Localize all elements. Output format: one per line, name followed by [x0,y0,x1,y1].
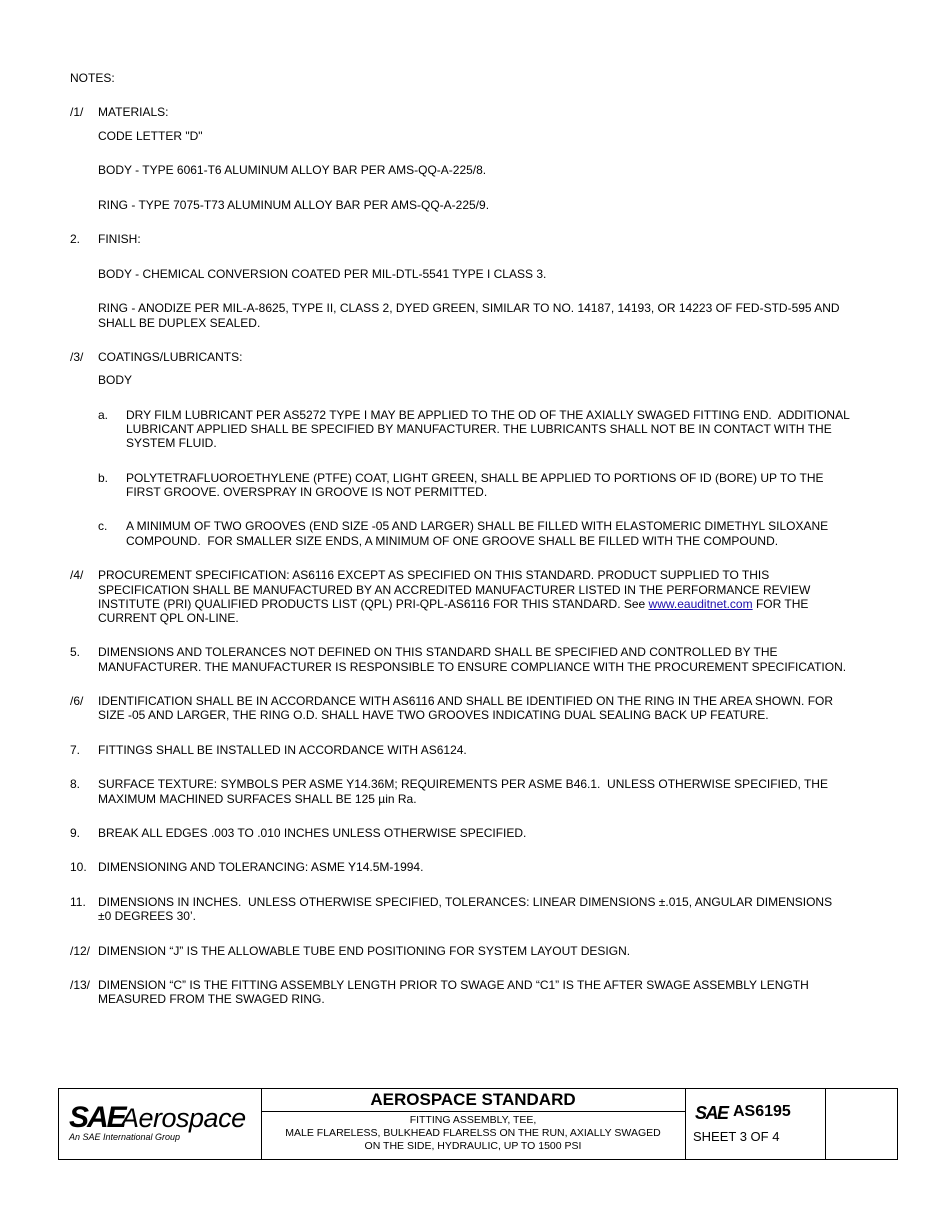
title-block [58,1088,898,1160]
title-cell [261,1089,686,1159]
note-text: SPECIFICATION SHALL BE MANUFACTURED BY AN ACCREDITED MANUFACTURER LISTED IN THE PERFORMANCE REVIEW [98,583,811,597]
sub-note-text: COMPOUND. FOR SMALLER SIZE ENDS, A MINIMUM OF ONE GROOVE SHALL BE FILLED WITH THE COMPOUND. [126,534,779,548]
note-text: BODY - TYPE 6061-T6 ALUMINUM ALLOY BAR PER AMS-QQ-A-225/8. [98,163,487,177]
sub-note-text: LUBRICANT APPLIED SHALL BE SPECIFIED BY MANUFACTURER. THE LUBRICANTS SHALL NOT BE IN CONTACT WITH THE [126,422,832,436]
note-text: INSTITUTE (PRI) QUALIFIED PRODUCTS LIST (QPL) PRI-QPL-AS6116 FOR THIS STANDARD. See [98,597,649,611]
document-number: AS6195 [733,1103,791,1120]
note-marker: 9. [70,826,81,840]
note-text: FINISH: [98,232,141,246]
sub-note-marker: a. [98,408,109,422]
logo-aerospace-text: Aerospace [121,1103,246,1133]
note-marker: 2. [70,232,81,246]
note-marker: /1/ [70,105,84,119]
logo-sae-text: SAE [69,1101,125,1134]
sub-note-text: SYSTEM FLUID. [126,436,217,450]
revision-cell [825,1089,896,1159]
document-number-cell [685,1089,826,1159]
sub-note-text: DRY FILM LUBRICANT PER AS5272 TYPE I MAY BE APPLIED TO THE OD OF THE AXIALLY SWAGED FITTING END. ADDITIONAL [126,408,850,422]
note-marker: 11. [70,895,86,909]
note-text: MAXIMUM MACHINED SURFACES SHALL BE 125 µin Ra. [98,792,417,806]
sub-note-text: POLYTETRAFLUOROETHYLENE (PTFE) COAT, LIGHT GREEN, SHALL BE APPLIED TO PORTIONS OF ID (BORE) UP TO THE [126,471,824,485]
note-text: DIMENSIONING AND TOLERANCING: ASME Y14.5M-1994. [98,860,424,874]
description-line: FITTING ASSEMBLY, TEE, [409,1114,537,1126]
note-text: FITTINGS SHALL BE INSTALLED IN ACCORDANCE WITH AS6124. [98,743,467,757]
sub-note-marker: b. [98,471,109,485]
note-text: RING - ANODIZE PER MIL-A-8625, TYPE II, CLASS 2, DYED GREEN, SIMILAR TO NO. 14187, 14193, OR 14223 OF FED-STD-595 AND [98,301,840,315]
note-text: RING - TYPE 7075-T73 ALUMINUM ALLOY BAR PER AMS-QQ-A-225/9. [98,198,490,212]
note-text: MATERIALS: [98,105,169,119]
note-text: ±0 DEGREES 30’. [98,909,196,923]
note-marker: 7. [70,743,81,757]
note-text-with-link [98,597,888,612]
note-text: SHALL BE DUPLEX SEALED. [98,316,261,330]
note-marker: /13/ [70,978,91,992]
note-text: BODY [98,373,133,387]
sae-aerospace-logo [59,1089,262,1159]
note-text: PROCUREMENT SPECIFICATION: AS6116 EXCEPT AS SPECIFIED ON THIS STANDARD. PRODUCT SUPPLIED TO THIS [98,568,770,582]
sub-note-text: A MINIMUM OF TWO GROOVES (END SIZE -05 AND LARGER) SHALL BE FILLED WITH ELASTOMERIC DIMETHYL SILOXANE [126,519,829,533]
sheet-number: SHEET 3 OF 4 [693,1129,780,1144]
description-line: MALE FLARELESS, BULKHEAD FLARELSS ON THE RUN, AXIALLY SWAGED [285,1127,661,1139]
sub-note-marker: c. [98,519,108,533]
note-text: FOR THE [752,597,809,611]
note-text: BREAK ALL EDGES .003 TO .010 INCHES UNLESS OTHERWISE SPECIFIED. [98,826,527,840]
description-line: ON THE SIDE, HYDRAULIC, UP TO 1500 PSI [364,1140,582,1152]
logo-tagline: An SAE International Group [69,1132,181,1142]
note-text: BODY - CHEMICAL CONVERSION COATED PER MIL-DTL-5541 TYPE I CLASS 3. [98,267,547,281]
sub-note-text: FIRST GROOVE. OVERSPRAY IN GROOVE IS NOT PERMITTED. [126,485,488,499]
note-text: COATINGS/LUBRICANTS: [98,350,243,364]
note-marker: /12/ [70,944,91,958]
note-text: SIZE -05 AND LARGER, THE RING O.D. SHALL HAVE TWO GROOVES INDICATING DUAL SEALING BACK UP FEATURE. [98,708,769,722]
note-marker: /6/ [70,694,84,708]
note-text: CODE LETTER "D" [98,129,203,143]
note-text: IDENTIFICATION SHALL BE IN ACCORDANCE WITH AS6116 AND SHALL BE IDENTIFIED ON THE RING IN THE AREA SHOWN. FOR [98,694,834,708]
note-text: CURRENT QPL ON-LINE. [98,611,239,625]
note-text: MANUFACTURER. THE MANUFACTURER IS RESPONSIBLE TO ENSURE COMPLIANCE WITH THE PROCUREMENT SPECIFICATION. [98,660,847,674]
note-marker: 8. [70,777,81,791]
note-text: DIMENSIONS AND TOLERANCES NOT DEFINED ON THIS STANDARD SHALL BE SPECIFIED AND CONTROLLED BY THE [98,645,778,659]
qpl-link[interactable]: www.eauditnet.com [648,597,753,611]
note-text: DIMENSIONS IN INCHES. UNLESS OTHERWISE SPECIFIED, TOLERANCES: LINEAR DIMENSIONS ±.015, ANGULAR DIMENSIONS [98,895,833,909]
note-marker: 5. [70,645,81,659]
notes-heading: NOTES: [70,71,115,85]
standard-heading: AEROSPACE STANDARD [261,1089,685,1112]
note-text: MEASURED FROM THE SWAGED RING. [98,992,325,1006]
standard-description [261,1114,685,1153]
note-text: DIMENSION “J” IS THE ALLOWABLE TUBE END POSITIONING FOR SYSTEM LAYOUT DESIGN. [98,944,631,958]
note-marker: /4/ [70,568,84,582]
note-text: DIMENSION “C” IS THE FITTING ASSEMBLY LENGTH PRIOR TO SWAGE AND “C1” IS THE AFTER SWAGE ASSEMBLY LENGTH [98,978,809,992]
note-marker: 10. [70,860,87,874]
note-marker: /3/ [70,350,84,364]
note-text: SURFACE TEXTURE: SYMBOLS PER ASME Y14.36M; REQUIREMENTS PER ASME B46.1. UNLESS OTHERWISE SPECIFIED, THE [98,777,828,791]
sae-mark: SAE [695,1103,728,1123]
